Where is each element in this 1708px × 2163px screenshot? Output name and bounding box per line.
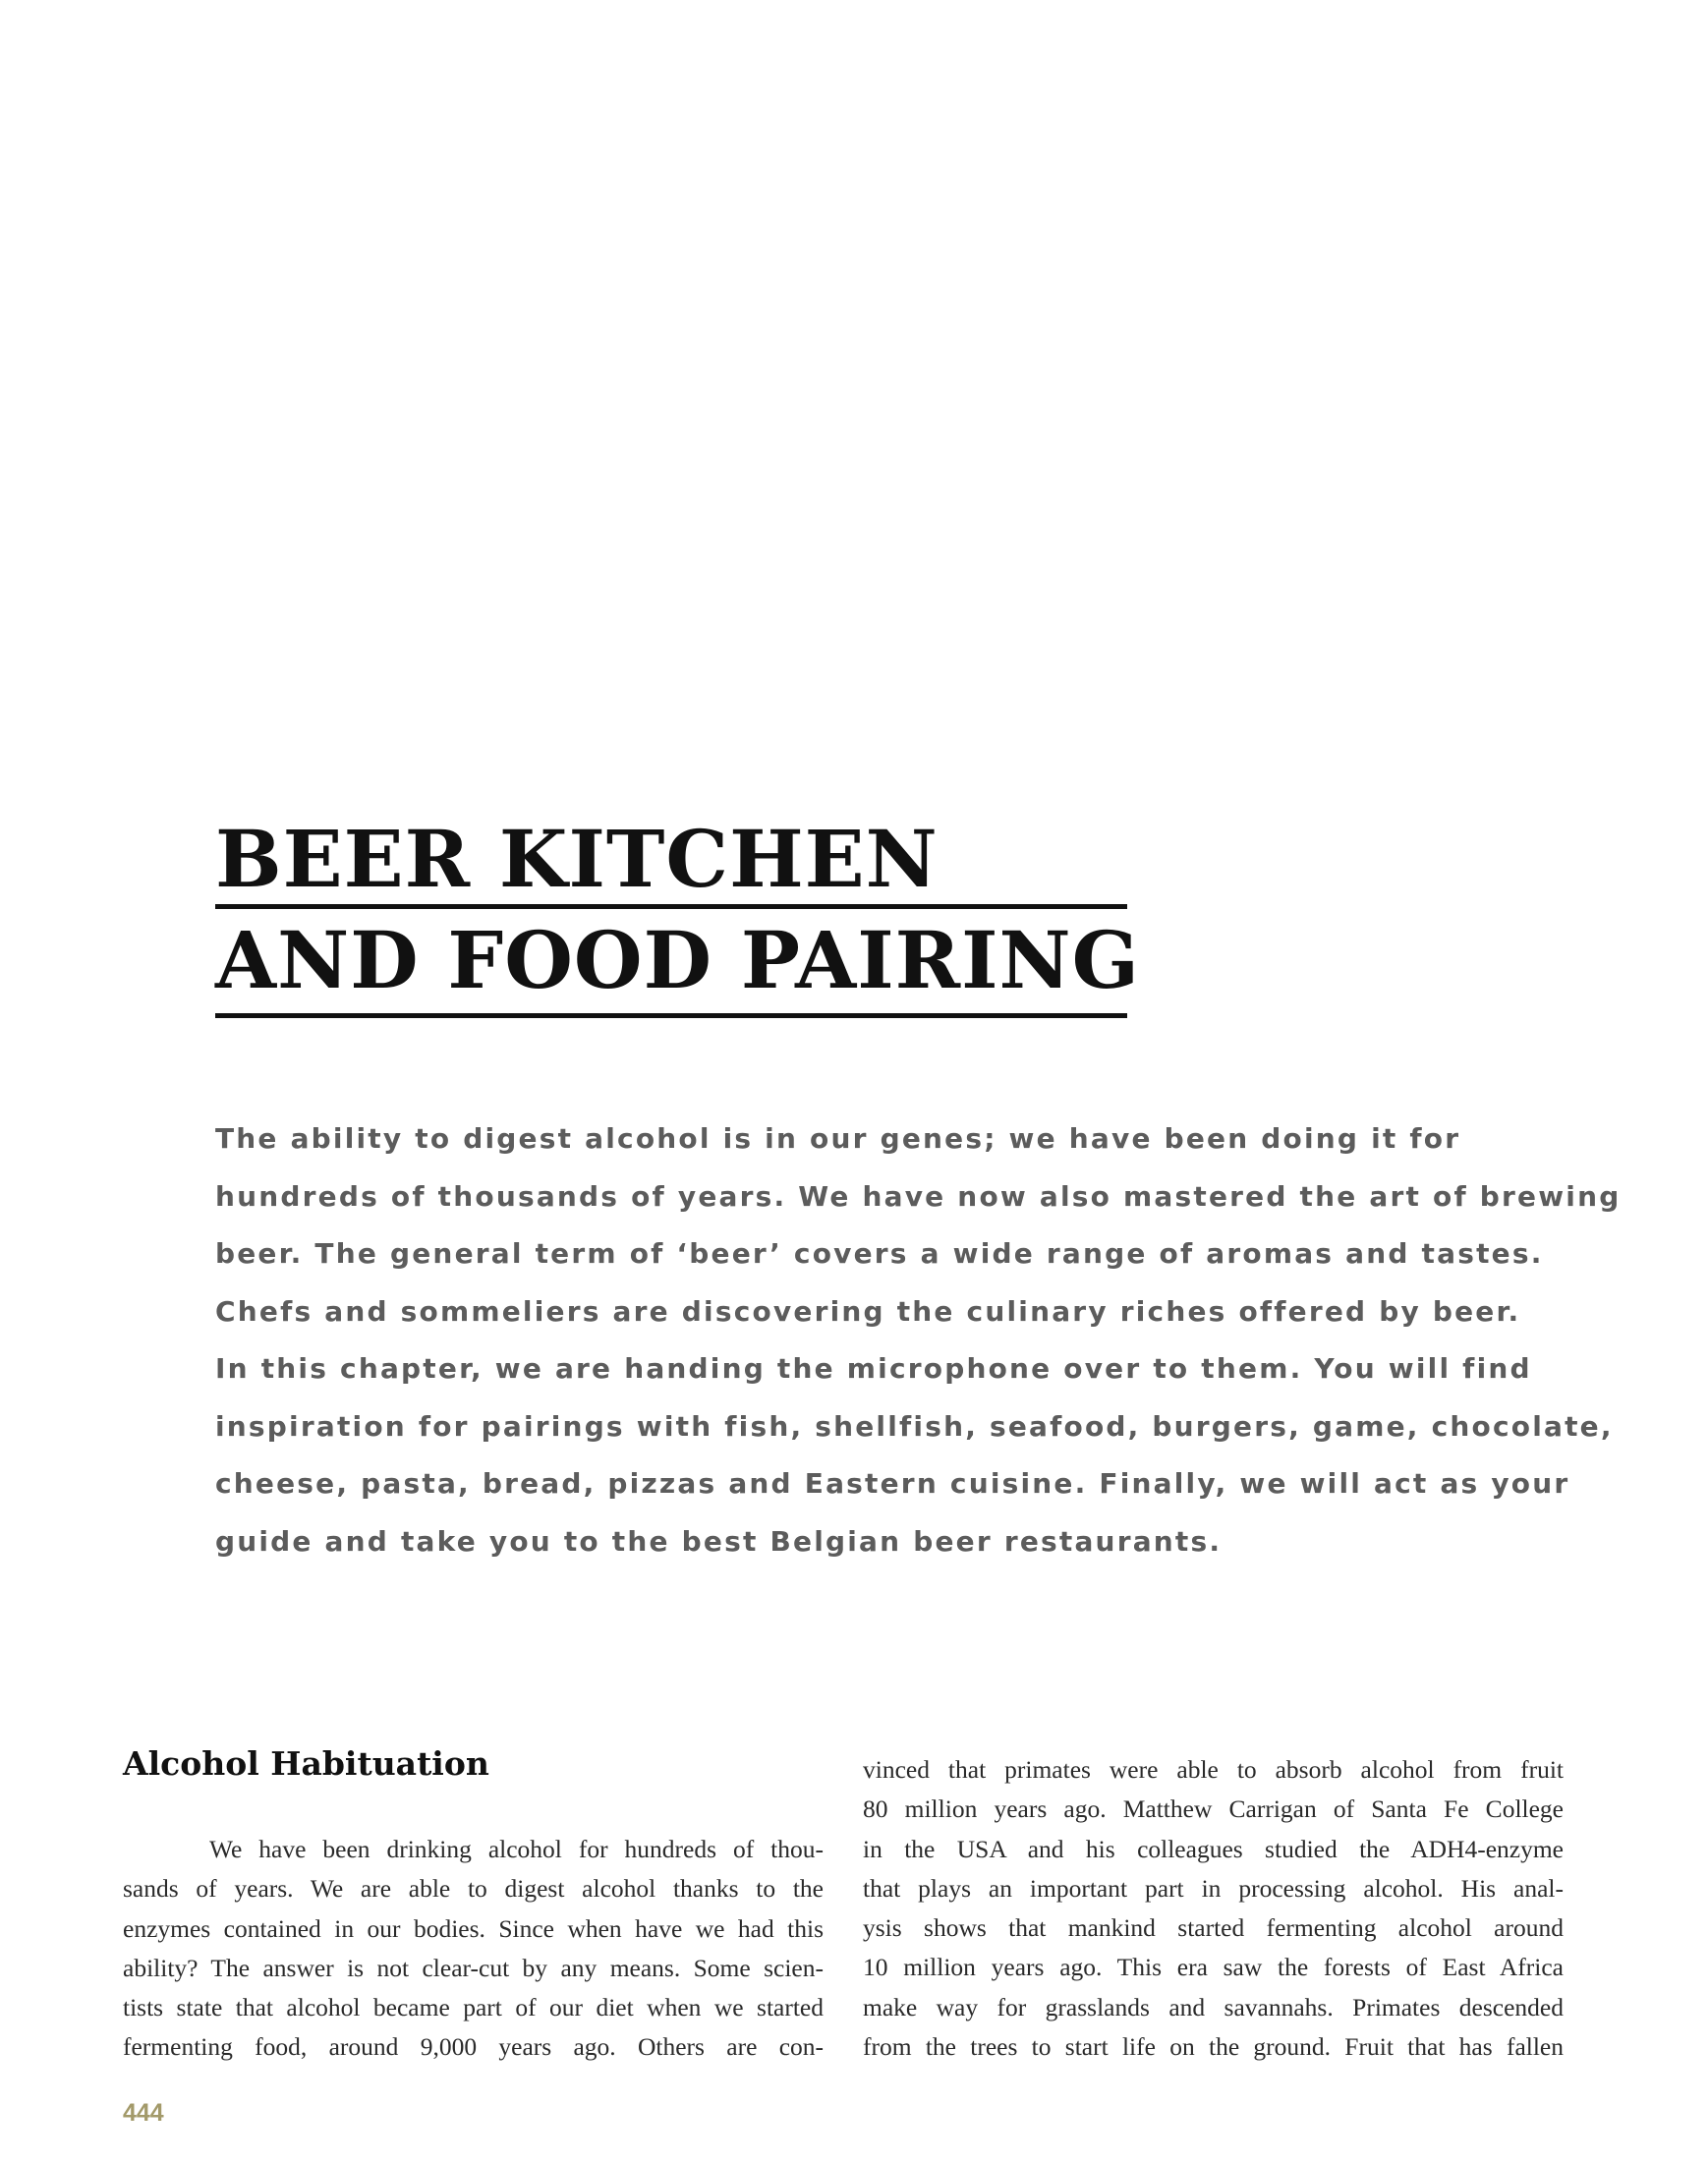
body-column-right (863, 1750, 1564, 2067)
body-column-left (123, 1830, 824, 2068)
chapter-title-line-1: BEER KITCHEN (215, 813, 939, 905)
body-line: tists state that alcohol became part of our diet when we started (123, 1993, 824, 2022)
intro-line: guide and take you to the best Belgian beer restaurants. (215, 1524, 1223, 1558)
title-rule-2 (215, 1013, 1127, 1018)
body-line: vinced that primates were able to absorb alcohol from fruit (863, 1755, 1564, 1784)
body-line: from the trees to start life on the ground. Fruit that has fallen (863, 2032, 1564, 2062)
intro-line: hundreds of thousands of years. We have now also mastered the art of brewing (215, 1179, 1622, 1213)
body-line: We have been drinking alcohol for hundreds of thou- (209, 1835, 824, 1863)
chapter-title (215, 806, 1140, 1018)
body-line: ability? The answer is not clear-cut by any means. Some scien- (123, 1953, 824, 1982)
body-line: that plays an important part in processing alcohol. His anal- (863, 1873, 1564, 1903)
page-number: 444 (123, 2099, 164, 2127)
intro-line: cheese, pasta, bread, pizzas and Eastern cuisine. Finally, we will act as your (215, 1467, 1570, 1500)
intro-line: Chefs and sommeliers are discovering the culinary riches offered by beer. (215, 1294, 1521, 1328)
chapter-title-line-2: AND FOOD PAIRING (215, 914, 1140, 1006)
section-heading: Alcohol Habituation (123, 1744, 489, 1783)
body-line: fermenting food, around 9,000 years ago. Others are con- (123, 2032, 824, 2062)
body-line: 10 million years ago. This era saw the forests of East Africa (863, 1953, 1564, 1982)
intro-line: inspiration for pairings with fish, shellfish, seafood, burgers, game, chocolate, (215, 1409, 1614, 1443)
body-line: ysis shows that mankind started fermenting alcohol around (863, 1913, 1564, 1943)
body-line: enzymes contained in our bodies. Since when have we had this (123, 1913, 824, 1943)
body-line: in the USA and his colleagues studied the ADH4-enzyme (863, 1834, 1564, 1863)
intro-line: beer. The general term of ‘beer’ covers a wide range of aromas and tastes. (215, 1237, 1544, 1270)
body-line: 80 million years ago. Matthew Carrigan of Santa Fe College (863, 1794, 1564, 1824)
body-line: sands of years. We are able to digest alcohol thanks to the (123, 1874, 824, 1904)
intro-line: The ability to digest alcohol is in our genes; we have been doing it for (215, 1122, 1461, 1155)
intro-line: In this chapter, we are handing the microphone over to them. You will find (215, 1352, 1532, 1385)
chapter-intro (215, 1110, 1622, 1570)
body-line: make way for grasslands and savannahs. Primates descended (863, 1992, 1564, 2021)
